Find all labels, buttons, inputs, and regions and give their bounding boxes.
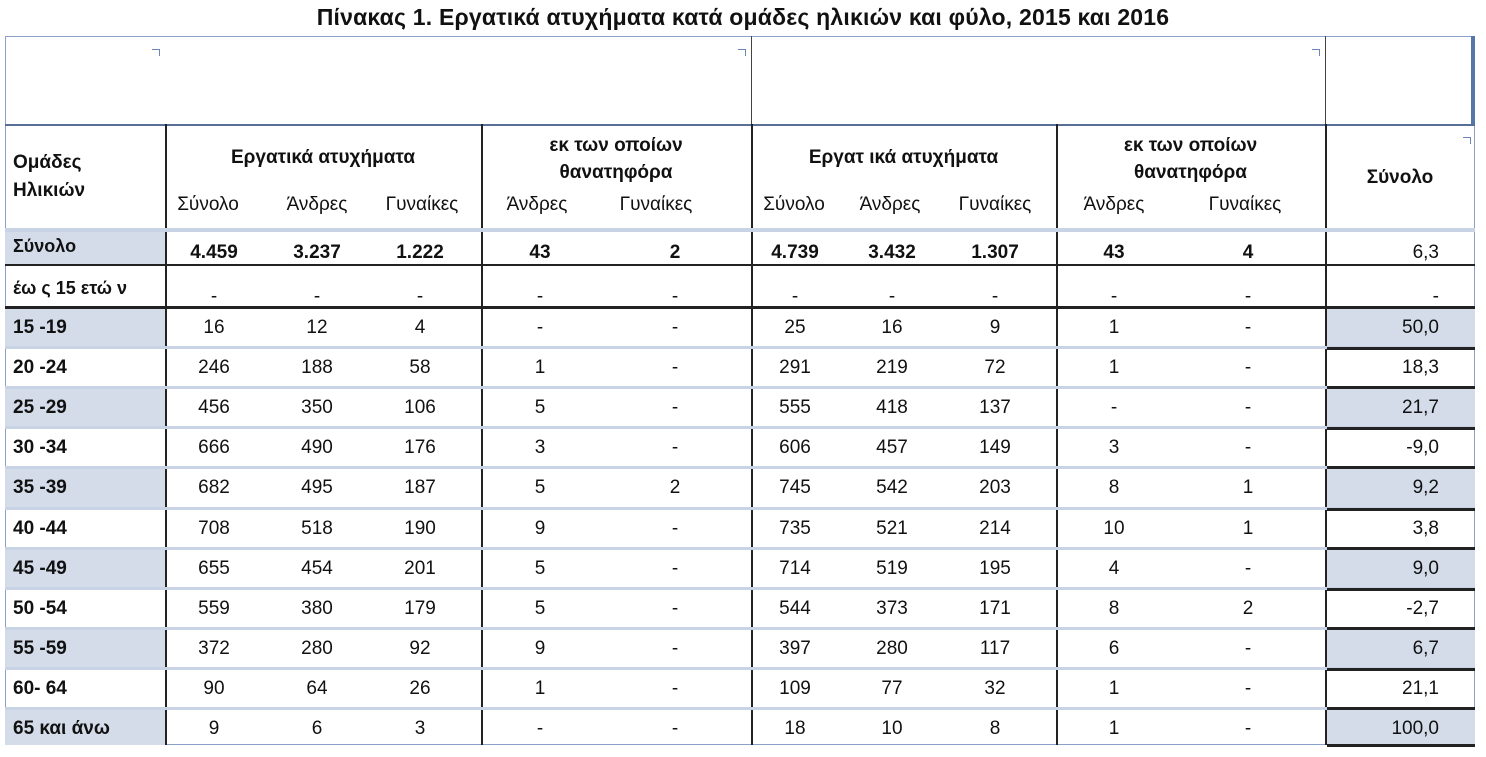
header-change: Σύνολο [1366,167,1434,188]
column-divider [1325,589,1327,629]
table-cell: 246 [198,357,230,378]
table-cell: 58 [409,357,431,378]
header-top-border [5,124,1475,126]
table-cell: 4 [1242,242,1254,263]
row-separator [5,386,1475,389]
table-cell: 1 [1108,357,1120,378]
table-cell: 2 [669,242,681,263]
column-divider [1325,266,1327,308]
change-cell-border [1327,707,1475,710]
table-cell: - [1244,678,1252,699]
table-row [5,669,1475,709]
column-divider [1325,308,1327,348]
table-cell: 397 [779,638,811,659]
column-divider [165,669,167,709]
table-cell: 176 [404,437,436,458]
column-divider [1325,428,1327,468]
table-cell: 1 [1108,718,1120,739]
table-cell: 43 [529,242,551,263]
table-row [5,266,1475,308]
table-cell: 521 [876,518,908,539]
table-cell: 418 [876,397,908,418]
table-cell: 2 [669,477,681,498]
header-age-groups-line2: Ηλικιών [13,180,86,201]
table-cell: - [1110,397,1118,418]
table-cell: 5 [534,598,546,619]
table-cell: 16 [881,317,903,338]
column-divider [1056,709,1058,745]
table-cell: 555 [779,397,811,418]
change-cell: 18,3 [1402,357,1439,378]
table-cell: 4 [1108,558,1120,579]
change-cell-border [1327,427,1475,430]
header-fatal-2015-line1: εκ των οποίων [549,135,683,156]
column-divider [481,549,483,589]
table-cell: 43 [1103,242,1125,263]
column-divider [481,266,483,308]
cell-corner-marker [1312,49,1320,56]
header-accent-right [1471,36,1475,124]
column-divider [1325,709,1327,745]
table-cell: - [1110,286,1118,307]
column-divider [1056,549,1058,589]
column-divider [165,428,167,468]
change-cell: 21,1 [1402,678,1439,699]
table-cell: 77 [881,678,903,699]
table-cell: 25 [784,317,806,338]
header-fatal-women-2015: Γυναίκες [619,194,693,215]
change-cell-border [1327,508,1475,511]
table-cell: - [671,317,679,338]
table-cell: 682 [198,477,230,498]
table-cell: 5 [534,477,546,498]
column-divider [751,388,753,428]
change-cell-border [1327,466,1475,469]
table-cell: - [671,437,679,458]
header-divider-mid [751,36,752,126]
cell-corner-marker [152,49,160,56]
table-cell: 26 [409,678,431,699]
table-cell: 201 [404,558,436,579]
table-cell: - [671,397,679,418]
change-cell: 9,0 [1412,558,1439,579]
table-cell: 4.459 [190,242,238,263]
column-divider [751,549,753,589]
column-divider [165,509,167,549]
table-row [5,589,1475,629]
row-separator [5,466,1475,469]
row-label: Σύνολο [13,236,77,256]
header-fatal-women-2016: Γυναίκες [1208,194,1282,215]
row-label: 40 -44 [13,518,67,539]
table-cell: 544 [779,598,811,619]
column-divider [481,468,483,509]
row-label: 45 -49 [13,558,67,579]
table-cell: 350 [301,397,333,418]
table-cell: - [313,286,321,307]
table-cell: 117 [979,638,1011,659]
table-row [5,629,1475,669]
column-divider [751,509,753,549]
table-row [5,509,1475,549]
change-cell-border [1327,386,1475,389]
column-divider [751,266,753,308]
table-cell: 10 [1103,518,1125,539]
table-cell: 735 [779,518,811,539]
column-divider [751,669,753,709]
table-cell: 1 [1242,477,1254,498]
change-cell: 50,0 [1402,317,1439,338]
table-cell: 109 [779,678,811,699]
table-cell: 606 [779,437,811,458]
table-cell: 708 [198,518,230,539]
header-women-2015: Γυναίκες [385,194,459,215]
column-divider [481,669,483,709]
row-label: 35 -39 [13,477,67,498]
table-cell: 518 [301,518,333,539]
table-cell: 72 [984,357,1006,378]
table-cell: 12 [306,317,328,338]
table-cell: 655 [198,558,230,579]
column-divider [751,348,753,388]
table-cell: 3.237 [293,242,341,263]
table-cell: 190 [404,518,436,539]
change-cell: 3,8 [1412,518,1439,539]
data-table [5,36,1475,745]
row-separator [5,507,1475,510]
column-divider [751,428,753,468]
change-cell: 21,7 [1402,397,1439,418]
column-divider [1056,232,1058,266]
table-cell: 64 [306,678,328,699]
table-cell: - [671,286,679,307]
column-divider [751,589,753,629]
table-cell: - [1244,638,1252,659]
table-cell: - [210,286,218,307]
column-divider [1325,388,1327,428]
change-cell-border [1327,627,1475,630]
table-cell: 454 [301,558,333,579]
column-divider [751,709,753,745]
table-cell: 542 [876,477,908,498]
table-cell: 373 [876,598,908,619]
header-women-2016: Γυναίκες [958,194,1032,215]
column-divider [165,388,167,428]
column-divider [165,468,167,509]
change-cell-border [1327,547,1475,550]
table-cell: 188 [301,357,333,378]
table-cell: 4.739 [771,242,819,263]
table-cell: 18 [784,718,806,739]
column-divider [481,308,483,348]
table-cell: 6 [1108,638,1120,659]
header-fatal-men-2016: Άνδρες [1083,194,1145,215]
column-divider [165,266,167,308]
table-cell: - [991,286,999,307]
table-cell: 280 [301,638,333,659]
column-divider [481,629,483,669]
table-cell: - [671,598,679,619]
change-cell: 6,7 [1412,638,1439,659]
table-cell: - [1244,286,1252,307]
table-cell: 1 [1108,317,1120,338]
column-divider [1325,348,1327,388]
row-label: 60- 64 [13,678,67,699]
header-total-2015: Σύνολο [177,194,239,215]
column-divider [751,468,753,509]
column-divider [1056,266,1058,308]
table-cell: - [1244,558,1252,579]
row-separator [5,587,1475,590]
table-row [5,348,1475,388]
column-divider [1056,669,1058,709]
table-cell: 8 [989,718,1001,739]
table-cell: 149 [979,437,1011,458]
table-title: Πίνακας 1. Εργατικά ατυχήματα κατά ομάδες ηλικιών και φύλο, 2015 και 2016 [316,4,1170,30]
column-divider [165,232,167,266]
table-cell: - [791,286,799,307]
table-cell: - [1244,317,1252,338]
header-men-2016: Άνδρες [859,194,921,215]
column-divider [1056,468,1058,509]
table-cell: 4 [414,317,426,338]
table-cell: 179 [404,598,436,619]
table-cell: - [671,678,679,699]
table-cell: - [888,286,896,307]
column-divider [1325,232,1327,266]
table-cell: - [671,718,679,739]
row-label: έω ς 15 ετώ ν [13,278,128,298]
table-cell: 490 [301,437,333,458]
table-cell: 9 [534,518,546,539]
table-cell: 10 [881,718,903,739]
table-cell: 219 [876,357,908,378]
header-fatal-2016-line1: εκ των οποίων [1123,135,1258,156]
table-cell: 3 [1108,437,1120,458]
table-cell: - [536,317,544,338]
column-divider [1325,509,1327,549]
table-cell: 9 [534,638,546,659]
row-label: 65 και άνω [13,718,110,739]
header-accidents-2016: Εργατ ικά ατυχήματα [808,147,999,168]
change-cell-border [1327,588,1475,591]
table-cell: 214 [979,518,1011,539]
table-cell: - [536,718,544,739]
row-label: 15 -19 [13,317,67,338]
header-total-2016: Σύνολο [763,194,825,215]
table-row [5,428,1475,468]
change-cell: 6,3 [1412,242,1439,263]
table-cell: 3.432 [868,242,916,263]
table-cell: 90 [203,678,225,699]
table-cell: 171 [979,598,1011,619]
column-divider [1056,348,1058,388]
table-row [5,709,1475,745]
column-divider [481,348,483,388]
row-label: 50 -54 [13,598,67,619]
table-cell: 9 [989,317,1001,338]
table-row [5,308,1475,348]
header-col-divider [165,124,167,228]
table-cell: 1.307 [971,242,1019,263]
row-label: 20 -24 [13,357,67,378]
column-divider [751,232,753,266]
table-cell: 3 [414,718,426,739]
change-cell: 9,2 [1412,477,1439,498]
table-cell: - [536,286,544,307]
table-cell: 1 [1108,678,1120,699]
column-divider [165,308,167,348]
table-cell: 1 [1242,518,1254,539]
table-cell: 106 [404,397,436,418]
row-separator [5,346,1475,349]
column-divider [1325,549,1327,589]
change-cell: - [1432,286,1439,307]
column-divider [751,629,753,669]
table-cell: 519 [876,558,908,579]
change-cell: 100,0 [1391,718,1439,739]
table-cell: 1 [534,357,546,378]
row-separator [5,667,1475,670]
table-cell: 745 [779,477,811,498]
table-cell: 457 [876,437,908,458]
table-cell: 137 [979,397,1011,418]
column-divider [1056,629,1058,669]
table-cell: 3 [534,437,546,458]
header-men-2015: Άνδρες [286,194,348,215]
column-divider [1056,589,1058,629]
table-cell: - [1244,357,1252,378]
table-cell: 187 [404,477,436,498]
header-fatal-2016-line2: θανατηφόρα [1134,162,1247,183]
header-age-groups-line1: Ομάδες [13,152,82,173]
change-cell-border [1327,668,1475,671]
table-cell: - [671,357,679,378]
column-divider [165,589,167,629]
column-divider [481,509,483,549]
table-cell: 203 [979,477,1011,498]
column-divider [1056,308,1058,348]
table-cell: 1 [534,678,546,699]
row-label: 30 -34 [13,437,67,458]
table-cell: 5 [534,397,546,418]
cell-corner-marker [1463,137,1471,144]
table-cell: 8 [1108,598,1120,619]
row-separator [5,547,1475,550]
row-separator [5,264,1475,266]
header-divider-right [1325,36,1326,126]
header-accidents-2015: Εργατικά ατυχήματα [230,147,416,168]
table-cell: - [671,558,679,579]
column-divider [165,549,167,589]
column-divider [1056,428,1058,468]
column-divider [1056,509,1058,549]
change-cell: -9,0 [1406,437,1439,458]
table-row [5,549,1475,589]
table-cell: 6 [311,718,323,739]
row-separator [5,426,1475,429]
table-cell: 666 [198,437,230,458]
table-cell: - [416,286,424,307]
table-row [5,468,1475,509]
header-fatal-men-2015: Άνδρες [506,194,568,215]
column-divider [1325,468,1327,509]
table-cell: 495 [301,477,333,498]
table-cell: 380 [301,598,333,619]
cell-corner-marker [738,49,746,56]
table-cell: - [1244,397,1252,418]
table-row [5,388,1475,428]
table-cell: - [1244,718,1252,739]
table-cell: - [671,518,679,539]
row-label: 55 -59 [13,638,67,659]
table-cell: 291 [779,357,811,378]
table-cell: 8 [1108,477,1120,498]
column-divider [751,308,753,348]
table-cell: 5 [534,558,546,579]
column-divider [165,348,167,388]
table-cell: - [671,638,679,659]
column-divider [1056,388,1058,428]
table-cell: - [1244,437,1252,458]
column-divider [481,232,483,266]
column-divider [481,428,483,468]
table-cell: 195 [979,558,1011,579]
table-cell: 559 [198,598,230,619]
row-separator [5,707,1475,710]
row-separator [5,627,1475,630]
table-cell: 92 [409,638,431,659]
table-cell: 714 [779,558,811,579]
change-cell-border [1327,744,1475,747]
change-cell-border [1327,347,1475,350]
column-divider [481,709,483,745]
header-col-divider [751,124,753,228]
column-divider [481,589,483,629]
column-divider [481,388,483,428]
column-divider [165,629,167,669]
column-divider [165,709,167,745]
row-label: 25 -29 [13,397,67,418]
table-cell: 16 [203,317,225,338]
column-divider [1325,669,1327,709]
table-cell: 456 [198,397,230,418]
change-cell-border [1327,306,1475,309]
row-separator [5,306,1475,309]
table-row [5,232,1475,266]
table-cell: 2 [1242,598,1254,619]
table-cell: 9 [208,718,220,739]
table-cell: 1.222 [396,242,444,263]
table-cell: 372 [198,638,230,659]
table-cell: 280 [876,638,908,659]
column-divider [1325,629,1327,669]
change-cell: -2,7 [1406,598,1439,619]
table-cell: 32 [984,678,1006,699]
header-fatal-2015-line2: θανατηφόρα [559,162,673,183]
